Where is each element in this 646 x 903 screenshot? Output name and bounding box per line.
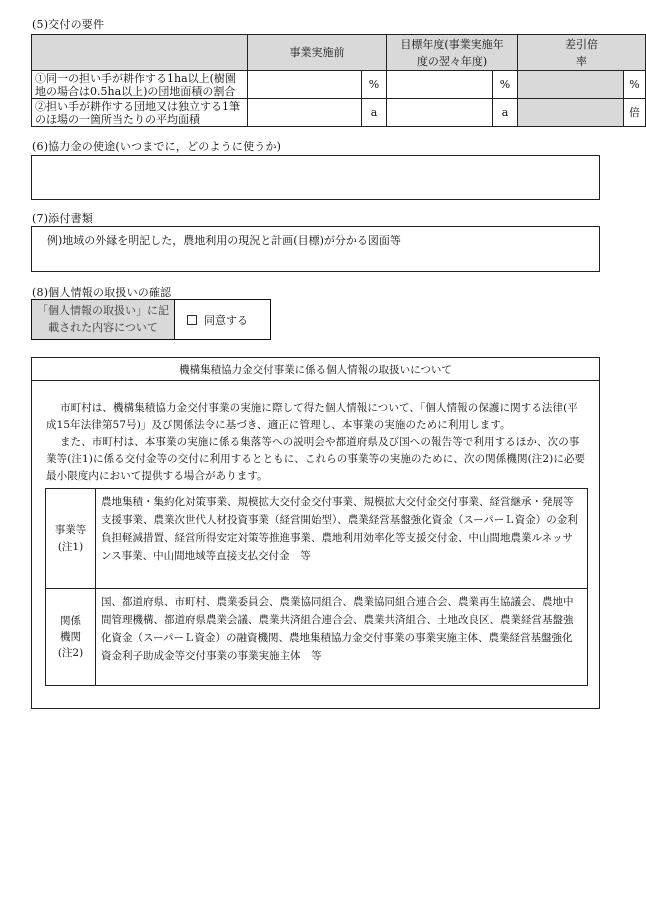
projects-label-line1: 事業等: [54, 523, 87, 536]
consent-checkbox-label: 同意する: [204, 313, 248, 327]
row1-current-input[interactable]: [248, 71, 362, 99]
consent-label: 「個人情報の取扱い」に記載された内容について: [32, 300, 175, 339]
projects-text: 農地集積・集約化対策事業、規模拡大交付金交付事業、規模拡大交付金交付事業、経営継承・発展等支援事業、農業次世代人材投資事業（経営開始型）、農業経営基盤強化資金（スーパーＬ資金）の金利負担軽減措置、経営所得安定対策等推進事業、農地利用効率化等支援交付金、中山間地農業ルネッサンス事業、中山間地域等直接支払交付金 等: [96, 489, 588, 589]
header-blank-cell: [32, 35, 248, 71]
agencies-label-line1: 関係: [60, 615, 81, 627]
section8-title: (8)個人情報の取扱いの確認: [32, 286, 172, 299]
notice-divider: [32, 380, 599, 381]
header-diff: 差引倍率: [518, 35, 646, 71]
row2-target-unit: a: [493, 99, 518, 127]
notice-table: [45, 488, 588, 686]
consent-box: [31, 299, 271, 340]
row1-current-unit: %: [362, 71, 387, 99]
table-row: [46, 589, 588, 686]
requirements-table: [31, 34, 646, 127]
header-current: 事業実施前: [248, 35, 387, 71]
projects-label-line2: (注1): [57, 540, 84, 553]
attachments-input-box[interactable]: [31, 226, 600, 272]
header-target: 目標年度(事業実施年度の翌々年度): [387, 35, 518, 71]
usage-input-box[interactable]: [31, 155, 600, 200]
row2-current-unit: a: [362, 99, 387, 127]
section5-title: (5)交付の要件: [32, 18, 105, 31]
row1-target-unit: %: [493, 71, 518, 99]
consent-checkbox[interactable]: [175, 300, 270, 339]
section7-title: (7)添付書類: [32, 212, 93, 225]
section6-title: (6)協力金の使途(いつまでに，どのように使うか): [32, 140, 282, 153]
privacy-notice: [31, 357, 600, 709]
row2-diff-cell: [518, 99, 624, 127]
notice-paragraph-1: 市町村は、機構集積協力金交付事業の実施に際して得た個人情報について、「個人情報の保護に関する法律(平成15年法律第57号)」及び関係法令に基づき、適正に管理し、本事業の実施のために利用します。: [46, 402, 578, 431]
row1-target-input[interactable]: [387, 71, 493, 99]
notice-title: 機構集積協力金交付事業に係る個人情報の取扱いについて: [179, 364, 452, 376]
agencies-label-cell: [46, 589, 96, 686]
row2-current-input[interactable]: [248, 99, 362, 127]
agencies-text: 国、都道府県、市町村、農業委員会、農業協同組合、農業協同組合連合会、農業再生協議会、農地中間管理機構、都道府県農業会議、農業共済組合連合会、農業共済組合、土地改良区、農業経営基盤強化資金（スーパーＬ資金）の融資機関、農地集積協力金交付事業の事業実施主体、農業経営基盤強化資金利子助成金等交付事業の事業実施主体 等: [96, 589, 588, 686]
projects-label-cell: [46, 489, 96, 589]
agencies-label-line3: (注2): [57, 647, 84, 659]
notice-paragraph-2: また、市町村は、本事業の実施に係る集落等への説明会や都道府県及び国への報告等で利用するほか、次の事業等(注1)に係る交付金等の交付に利用するとともに、これらの事業等の実施のために、次の関係機関(注2)に必要最小限度内において提供する場合があります。: [46, 436, 586, 482]
row2-diff-unit: 倍: [624, 99, 646, 127]
table-row: [32, 71, 646, 99]
row1-label: ①同一の担い手が耕作する1ha以上(樹園地の場合は0.5ha以上)の団地面積の割合: [32, 71, 248, 99]
row1-diff-unit: %: [624, 71, 646, 99]
attachments-example: 例)地域の外縁を明記した，農地利用の現況と計画(目標)が分かる図面等: [47, 234, 401, 247]
row1-diff-cell: [518, 71, 624, 99]
checkbox-icon[interactable]: [187, 315, 197, 325]
agencies-label-line2: 機関: [60, 631, 81, 643]
table-row: [32, 99, 646, 127]
row2-label: ②担い手が耕作する団地又は独立する1筆のほ場の一箇所当たりの平均面積: [32, 99, 248, 127]
table-row: [46, 489, 588, 589]
row2-target-input[interactable]: [387, 99, 493, 127]
